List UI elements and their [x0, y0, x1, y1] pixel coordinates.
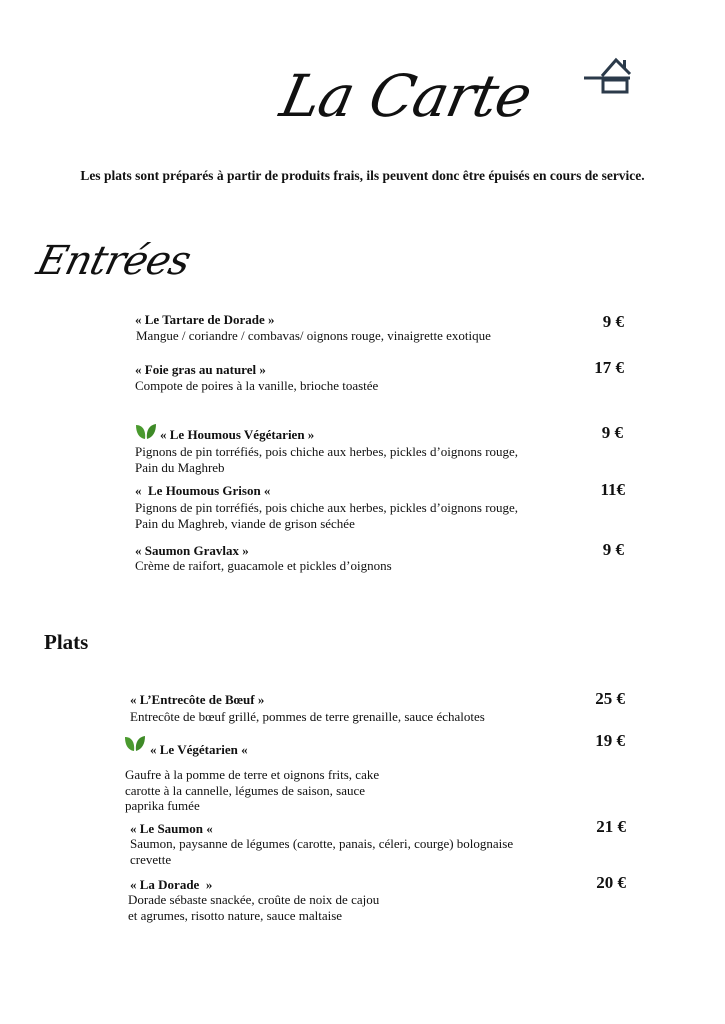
item-name: « Le Végétarien « — [150, 742, 248, 757]
section-heading-plats: Plats — [44, 630, 89, 654]
section-heading-entrees: Entrées — [32, 238, 195, 284]
item-name: « La Dorade » — [130, 877, 213, 892]
item-desc: Entrecôte de bœuf grillé, pommes de terre grenaille, sauce échalotes — [130, 709, 485, 724]
item-name: « Le Houmous Végétarien » — [160, 427, 315, 442]
item-name: « L’Entrecôte de Bœuf » — [130, 692, 265, 707]
item-name: « Le Tartare de Dorade » — [135, 312, 275, 327]
item-price: 9 € — [601, 423, 623, 442]
item-desc: Dorade sébaste snackée, croûte de noix de cajou et agrumes, risotto nature, sauce maltaise — [128, 892, 380, 923]
page-title: La Carte — [274, 62, 538, 130]
item-price: 21 € — [596, 817, 626, 836]
item-name: « Foie gras au naturel » — [135, 362, 266, 377]
item-desc: Compote de poires à la vanille, brioche toastée — [135, 378, 379, 393]
item-price: 17 € — [594, 358, 624, 377]
item-name: « Le Saumon « — [130, 821, 213, 836]
item-desc: Pignons de pin torréfiés, pois chiche aux herbes, pickles d’oignons rouge, Pain du Maghreb — [135, 444, 519, 475]
item-price: 20 € — [596, 873, 626, 892]
intro-text: Les plats sont préparés à partir de produits frais, ils peuvent donc être épuisés en cours de service. — [80, 168, 645, 183]
item-desc: Crème de raifort, guacamole et pickles d’oignons — [135, 558, 392, 573]
item-desc: Saumon, paysanne de légumes (carotte, panais, céleri, courge) bolognaise crevette — [130, 836, 514, 867]
item-desc: Mangue / coriandre / combavas/ oignons rouge, vinaigrette exotique — [136, 328, 491, 343]
item-desc: Pignons de pin torréfiés, pois chiche aux herbes, pickles d’oignons rouge, Pain du Maghreb, viande de grison séchée — [135, 500, 519, 531]
item-name: « Saumon Gravlax » — [135, 543, 249, 558]
item-price: 11€ — [600, 480, 625, 499]
item-desc: Gaufre à la pomme de terre et oignons frits, cake carotte à la cannelle, légumes de saison, sauce paprika fumée — [125, 767, 380, 813]
item-price: 9 € — [602, 540, 624, 559]
vegetarian-leaf-icon — [135, 423, 157, 441]
item-price: 9 € — [602, 312, 624, 331]
vegetarian-leaf-icon — [124, 735, 146, 753]
house-icon — [584, 56, 634, 96]
item-name: « Le Houmous Grison « — [135, 483, 271, 498]
item-price: 19 € — [595, 731, 625, 750]
item-price: 25 € — [595, 689, 625, 708]
